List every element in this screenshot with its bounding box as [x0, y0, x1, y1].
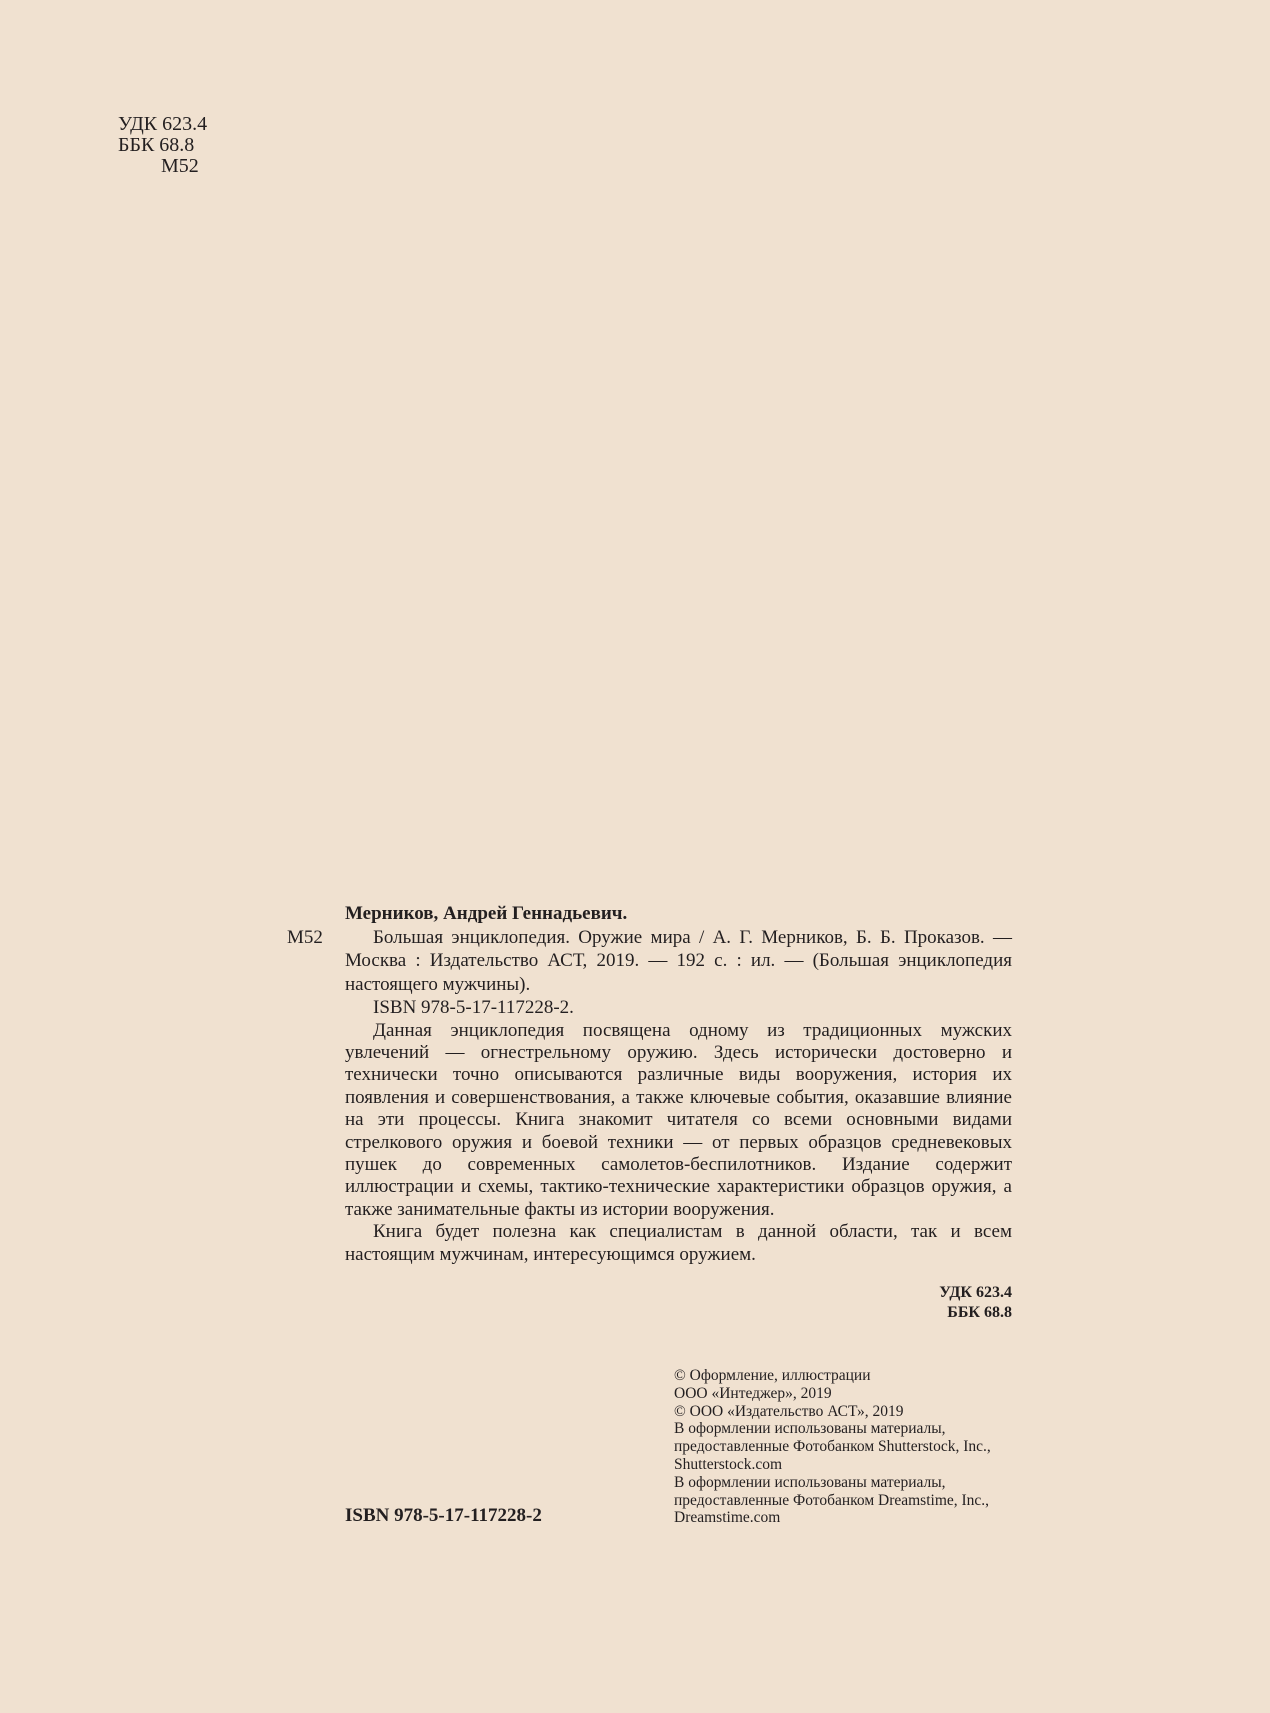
copyright-block: [674, 1367, 1019, 1527]
copyright-line: предоставленные Фотобанком Dreamstime, Inc.,: [674, 1491, 990, 1509]
bbk-code: ББК 68.8: [947, 1303, 1012, 1321]
copyright-line: предоставленные Фотобанком Shutterstock, Inc.,: [674, 1438, 991, 1456]
catalog-card: [345, 902, 1012, 1266]
abstract-paragraph: Книга будет полезна как специалистам в данной области, так и всем настоящим мужчинам, интересующимся оружием.: [345, 1221, 1012, 1265]
bibliographic-description: Большая энциклопедия. Оружие мира / А. Г. Мерников, Б. Б. Проказов. — Москва : Издательство АСТ, 2019. — 192 с. : ил. — (Большая энциклопедия настоящего мужчины).: [345, 926, 1012, 995]
copyright-line: Dreamstime.com: [674, 1509, 781, 1527]
copyright-line: © ООО «Издательство АСТ», 2019: [674, 1402, 904, 1420]
abstract-paragraph: Данная энциклопедия посвящена одному из традиционных мужских увлечений — огнестрельному оружию. Здесь исторически достоверно и технически точно описываются различные виды вооружения, история их появления и совершенствования, а также ключевые события, оказавшие влияние на эти процессы. Книга знакомит читателя со всеми основными видами стрелкового оружия и боевой техники — от первых образцов средневековых пушек до современных самолетов-беспилотников. Издание содержит иллюстрации и схемы, тактико-технические характеристики образцов оружия, а также занимательные факты из истории вооружения.: [345, 1019, 1012, 1220]
copyright-line: Shutterstock.com: [674, 1455, 783, 1473]
author-name: Мерников, Андрей Геннадьевич.: [345, 903, 628, 924]
classification-codes-top: [118, 114, 207, 177]
copyright-line: ООО «Интеджер», 2019: [674, 1384, 832, 1402]
author-mark: М52: [161, 155, 199, 177]
copyright-line: В оформлении использованы материалы,: [674, 1420, 946, 1438]
bbk-code: ББК 68.8: [118, 134, 195, 156]
copyright-line: В оформлении использованы материалы,: [674, 1473, 946, 1491]
isbn-bold: ISBN 978-5-17-117228-2: [345, 1505, 542, 1526]
classification-codes-card: [345, 1283, 1012, 1322]
card-author-mark: М52: [287, 927, 323, 948]
copyright-line: © Оформление, иллюстрации: [674, 1367, 871, 1384]
isbn-line: ISBN 978-5-17-117228-2.: [373, 997, 574, 1018]
udk-code: УДК 623.4: [118, 113, 208, 135]
udk-code: УДК 623.4: [939, 1284, 1012, 1301]
abstract: [345, 1020, 1012, 1266]
